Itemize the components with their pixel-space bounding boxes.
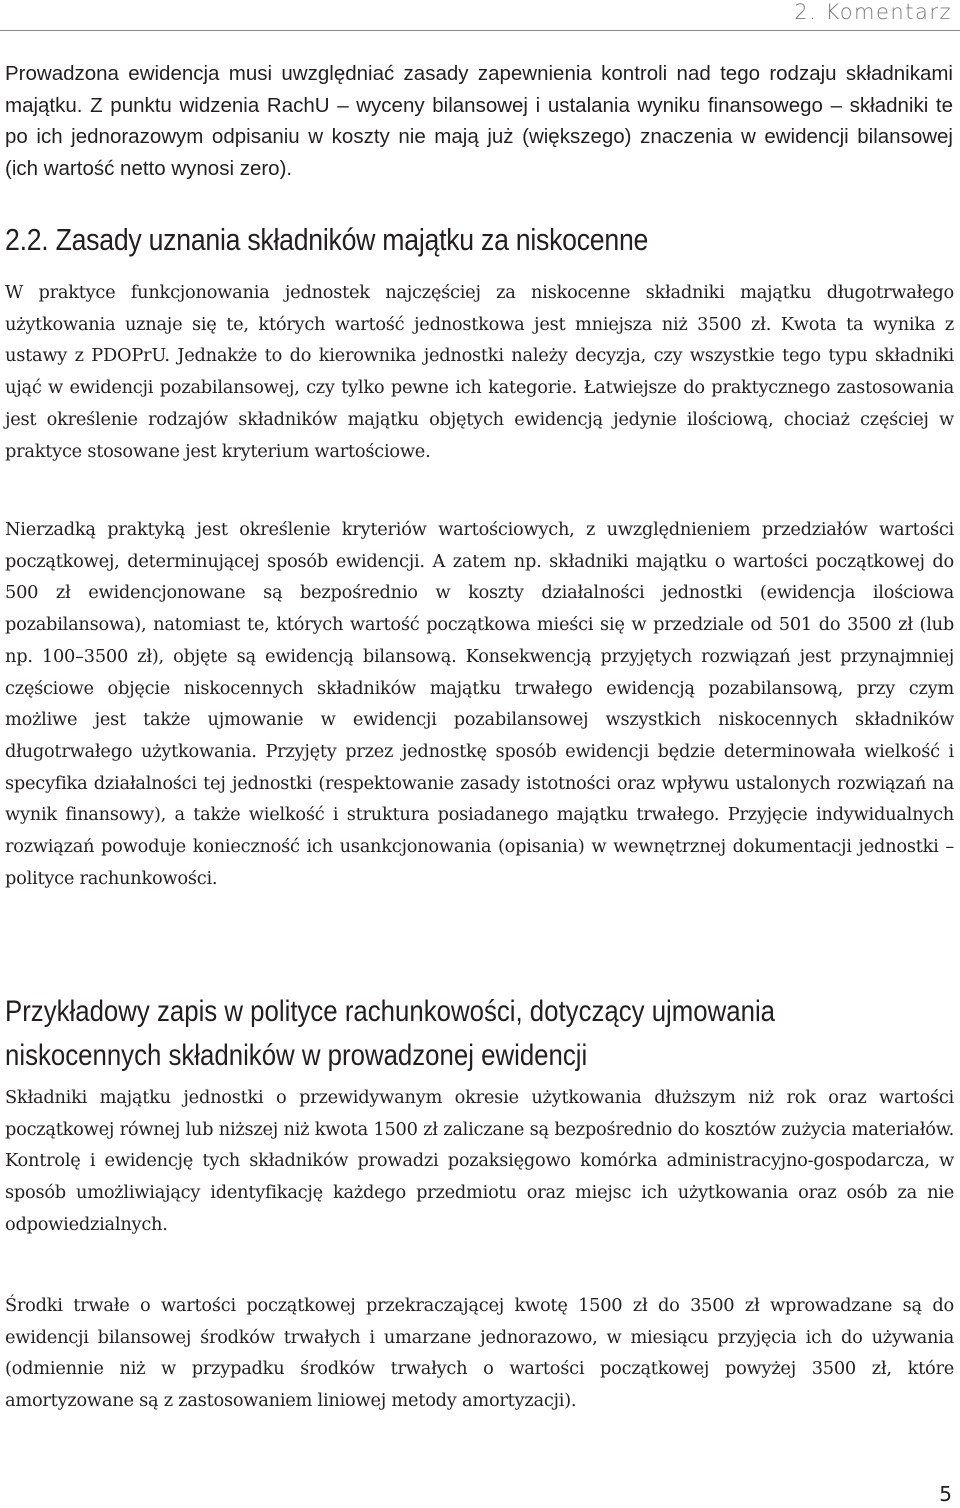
example-heading-line-1: Przykładowy zapis w polityce rachunkowości, dotyczący ujmowania	[5, 995, 776, 1028]
section-heading: 2.2. Zasady uznania składników majątku za niskocenne	[5, 222, 649, 257]
example-paragraph-2: Środki trwałe o wartości początkowej przekraczającej kwotę 1500 zł do 3500 zł wprowadzane są do ewidencji bilansowej środków trwałych i umarzane jednorazowo, w miesiącu przyjęcia ich do używania (odmiennie niż w przypadku środków trwałych o wartości początkowej powyżej 3500 zł, które amortyzowane są z zastosowaniem liniowej metody amortyzacji).	[5, 1295, 954, 1412]
page-number: 5	[939, 1482, 952, 1506]
section-paragraph-2: Nierzadką praktyką jest określenie kryteriów wartościowych, z uwzględnieniem przedziałów wartości początkowej, determinującej sposób ewidencji. A zatem np. składniki majątku o wartości początkowej do 500 zł ewidencjonowane są bezpośrednio w koszty działalności jednostki (ewidencja ilościowa pozabilansowa), natomiast te, których wartość początkowa mieści się w przedziale od 501 do 3500 zł (lub np. 100–3500 zł), objęte są ewidencją bilansową. Konsekwencją przyjętych rozwiązań jest przynajmniej częściowe objęcie niskocennych składników majątku trwałego ewidencją pozabilansową, przy czym możliwe jest także ujmowanie w ewidencji pozabilansowej wszystkich niskocennych składników długotrwałego użytkowania. Przyjęty przez jednostkę sposób ewidencji będzie determinowała wielkość i specyfika działalności tej jednostki (respektowanie zasady istotności oraz wpływu ustalonych rozwiązań na wynik finansowy), a także wielkość i struktura posiadanego majątku trwałego. Przyjęcie indywidualnych rozwiązań powoduje konieczność ich usankcjonowania (opisania) w wewnętrznej dokumentacji jednostki – polityce rachunkowości.	[5, 519, 954, 889]
intro-paragraph: Prowadzona ewidencja musi uwzględniać zasady zapewnienia kontroli nad tego rodzaju składnikami majątku. Z punktu widzenia RachU – wyceny bilansowej i ustalania wyniku finansowego – składniki te po ich jednorazowym odpisaniu w koszty nie mają już (większego) znaczenia w ewidencji bilansowej (ich wartość netto wynosi zero).	[5, 62, 953, 180]
example-heading-line-2: niskocennych składników w prowadzonej ewidencji	[5, 1039, 588, 1072]
example-heading	[5, 990, 865, 1078]
running-header: 2. Komentarz	[794, 0, 952, 24]
header-divider	[0, 30, 960, 31]
example-paragraph-1: Składniki majątku jednostki o przewidywanym okresie użytkowania dłuższym niż rok oraz wartości początkowej równej lub niższej niż kwota 1500 zł zaliczane są bezpośrednio do kosztów zużycia materiałów. Kontrolę i ewidencję tych składników prowadzi pozaksięgowo komórka administracyjno-gospodarcza, w sposób umożliwiający identyfikację każdego przedmiotu oraz miejsc ich użytkowania oraz osób za nie odpowiedzialnych.	[5, 1087, 954, 1235]
section-paragraph-1: W praktyce funkcjonowania jednostek najczęściej za niskocenne składniki majątku długotrwałego użytkowania uznaje się te, których wartość jednostkowa jest mniejsza niż 3500 zł. Kwota ta wynika z ustawy z PDOPrU. Jednakże to do kierownika jednostki należy decyzja, czy wszystkie tego typu składniki ująć w ewidencji pozabilansowej, czy tylko pewne ich kategorie. Łatwiejsze do praktycznego zastosowania jest określenie rodzajów składników majątku objętych ewidencją jedynie ilościową, chociaż częściej w praktyce stosowane jest kryterium wartościowe.	[5, 282, 954, 462]
